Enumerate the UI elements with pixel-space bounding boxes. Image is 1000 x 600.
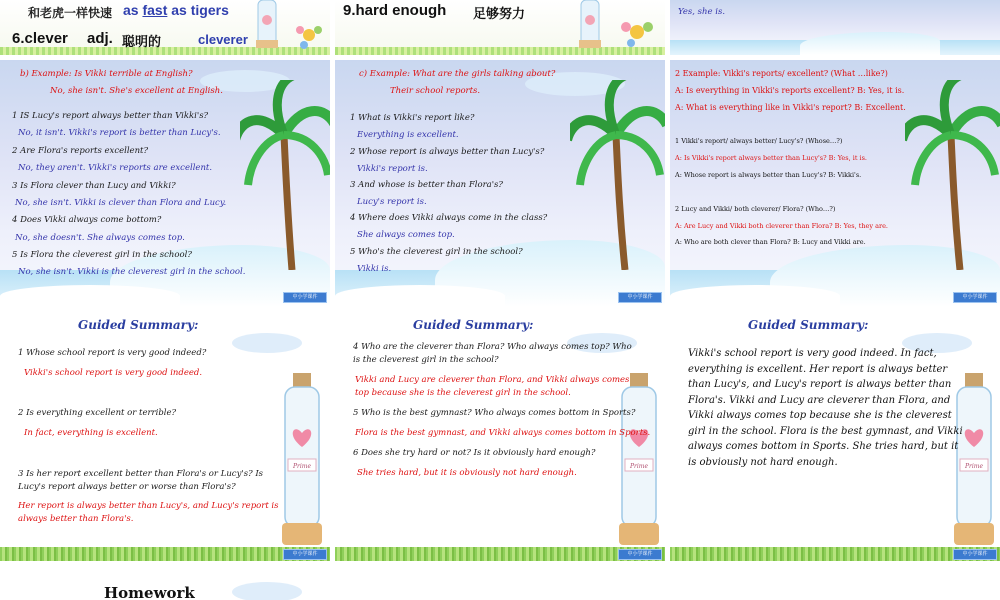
bottle-decoration: [575, 0, 605, 50]
example-line-a: A: Is everything in Vikki's reports excellent? B: Yes, it is.: [675, 86, 905, 95]
bottle-label: Prime: [964, 463, 984, 470]
answer-3: Her report is always better than Lucy's, and Lucy's report is always better than Flora's.: [18, 501, 279, 524]
watermark-badge: 中小学课件: [283, 292, 327, 303]
phrase-part-tigers: as tigers: [171, 2, 229, 18]
bottle-decoration: [252, 0, 282, 50]
snow-ground: [670, 285, 840, 307]
question-4: 4 Does Vikki always come bottom?: [12, 215, 162, 225]
slide-7[interactable]: [0, 313, 330, 561]
phrase-part-as: as: [123, 2, 139, 18]
watermark-badge: 中小学课件: [953, 549, 997, 560]
part-of-speech: adj.: [87, 30, 113, 47]
prompt-2-answer-b: A: Who are both clever than Flora? B: Lucy and Vikki are.: [675, 238, 866, 246]
question-4: 4 Where does Vikki always come in the class?: [350, 213, 548, 223]
answer-5: No, she isn't. Vikki is the cleverest girl in the school.: [18, 267, 246, 277]
slide-4[interactable]: [0, 60, 330, 307]
watermark-badge: 中小学课件: [618, 292, 662, 303]
grass-strip: [335, 47, 665, 55]
prompt-1-answer-b: A: Whose report is always better than Lucy's? B: Vikki's.: [675, 171, 862, 179]
answer-2: In fact, everything is excellent.: [24, 428, 158, 438]
question-3: 3 Is her report excellent better than Flora's or Lucy's? Is Lucy's report always better or worse than Flora's?: [18, 469, 264, 492]
chinese-meaning: 足够努力: [473, 6, 526, 21]
bottle-label: Prime: [292, 463, 312, 470]
grass-strip: [670, 547, 1000, 561]
flower-decoration: [617, 14, 657, 50]
palm-tree: [240, 80, 330, 270]
question-1: 1 What is Vikki's report like?: [350, 113, 475, 123]
question-5: 5 Who is the best gymnast? Who always comes bottom in Sports?: [353, 408, 636, 418]
cloud: [232, 582, 302, 600]
slide-3[interactable]: [670, 0, 1000, 55]
watermark-badge: 中小学课件: [618, 549, 662, 560]
prompt-2-answer-a: A: Are Lucy and Vikki both cleverer than Flora? B: Yes, they are.: [675, 222, 888, 230]
example-answer: Their school reports.: [390, 86, 481, 96]
chinese-phrase: 和老虎一样快速: [28, 6, 113, 20]
bottle-label: Prime: [629, 463, 649, 470]
slide-6[interactable]: [670, 60, 1000, 307]
example-question: c) Example: What are the girls talking about?: [359, 69, 556, 79]
prompt-1-answer-a: A: Is Vikki's report always better than Lucy's? B: Yes, it is.: [675, 154, 867, 162]
answer-4: She always comes top.: [357, 230, 455, 240]
prompt-1: 1 Vikki's report/ always better/ Lucy's? (Whose…?): [675, 137, 843, 145]
question-1: 1 Whose school report is very good indeed?: [18, 348, 207, 358]
vocab-word: 9.hard enough: [343, 2, 447, 19]
phrase-part-fast: fast: [142, 2, 168, 18]
question-1: 1 IS Lucy's report always better than Vikki's?: [12, 111, 209, 121]
chinese-meaning: 聪明的: [122, 34, 162, 49]
comparative-form: cleverer: [198, 32, 248, 47]
question-4: 4 Who are the cleverer than Flora? Who always comes top? Who is the cleverest girl in the school?: [353, 342, 632, 365]
answer-3: No, she isn't. Vikki is clever than Flora and Lucy.: [15, 198, 227, 208]
watermark-badge: 中小学课件: [283, 549, 327, 560]
watermark-badge: 中小学课件: [953, 292, 997, 303]
grass-strip: [0, 547, 330, 561]
answer-5: Vikki is.: [357, 264, 392, 274]
palm-tree: [905, 80, 1000, 270]
answer-4: No, she doesn't. She always comes top.: [15, 233, 185, 243]
example-answer: No, she isn't. She's excellent at English.: [50, 86, 223, 96]
answer-4: Vikki and Lucy are cleverer than Flora, and Vikki always comes top because she is the cleverest girl in the school.: [355, 375, 630, 398]
slide-8[interactable]: [335, 313, 665, 561]
answer-1: Everything is excellent.: [357, 130, 459, 140]
snow-ground: [0, 285, 180, 307]
cloud: [232, 333, 302, 353]
vocab-word: 6.clever: [12, 30, 68, 47]
snow-ground: [335, 285, 505, 307]
slide-2[interactable]: [335, 0, 665, 55]
answer-2: Vikki's report is.: [357, 164, 428, 174]
grass-strip: [335, 547, 665, 561]
prompt-2: 2 Lucy and Vikki/ both cleverer/ Flora? (Who…?): [675, 205, 836, 213]
answer-5: Flora is the best gymnast, and Vikki always comes bottom in Sports.: [355, 428, 651, 438]
question-2: 2 Are Flora's reports excellent?: [12, 146, 149, 156]
answer-2: No, they aren't. Vikki's reports are excellent.: [18, 163, 213, 173]
english-phrase: [123, 2, 229, 18]
summary-paragraph: Vikki's school report is very good indeed. In fact, everything is excellent. Her report is always better than Lucy's, and Lucy's report is always better than Flora's. Vikki and Lucy are cleverer than Flora, and Vikki always comes top because she is the cleverest girl in the school. Flora is the best gymnast, and Vikki always comes bottom in Sports. She tries hard, but it is obviously not hard enough.: [688, 348, 963, 468]
question-6: 6 Does she try hard or not? Is it obviously hard enough?: [353, 448, 596, 458]
question-2: 2 Whose report is always better than Lucy's?: [350, 147, 545, 157]
slide-9[interactable]: [670, 313, 1000, 561]
question-3: 3 And whose is better than Flora's?: [350, 180, 503, 190]
snow-hill: [800, 32, 940, 55]
slide-title: Guided Summary:: [748, 318, 869, 332]
slide-5[interactable]: [335, 60, 665, 307]
answer-6: She tries hard, but it is obviously not hard enough.: [357, 468, 577, 478]
example-question: b) Example: Is Vikki terrible at English?: [20, 69, 193, 79]
answer-1: Vikki's school report is very good indeed.: [24, 368, 203, 378]
question-3: 3 Is Flora clever than Lucy and Vikki?: [12, 181, 176, 191]
slide-10[interactable]: [0, 566, 330, 600]
slide-title: Homework: [104, 584, 195, 600]
answer-1: No, it isn't. Vikki's report is better than Lucy's.: [18, 128, 221, 138]
slide-title: Guided Summary:: [78, 318, 199, 332]
question-5: 5 Is Flora the cleverest girl in the school?: [12, 250, 192, 260]
slide-title: Guided Summary:: [413, 318, 534, 332]
question-5: 5 Who's the cleverest girl in the school?: [350, 247, 523, 257]
palm-tree: [570, 80, 665, 270]
question-2: 2 Is everything excellent or terrible?: [18, 408, 177, 418]
slide-1[interactable]: [0, 0, 330, 55]
example-line-b: A: What is everything like in Vikki's report? B: Excellent.: [675, 103, 906, 112]
answer-3: Lucy's report is.: [357, 197, 427, 207]
flower-decoration: [292, 18, 326, 52]
answer-text: Yes, she is.: [678, 7, 726, 17]
example-title: 2 Example: Vikki's reports/ excellent? (What …like?): [675, 69, 888, 78]
